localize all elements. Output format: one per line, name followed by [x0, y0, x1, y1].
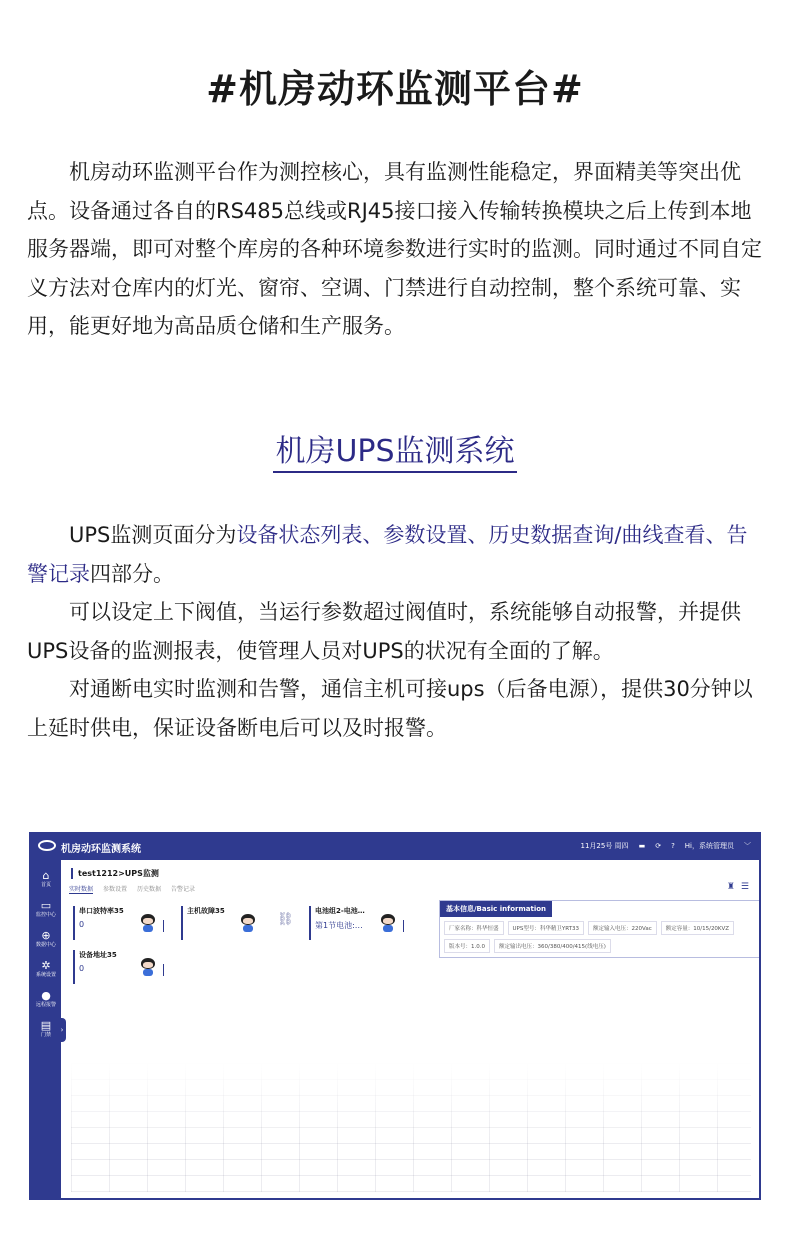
help-icon[interactable]: ?: [671, 842, 675, 850]
app-topbar: [31, 834, 759, 860]
nav-label: 门禁: [40, 1032, 51, 1038]
nav-settings[interactable]: [31, 956, 61, 986]
status-card[interactable]: [309, 906, 365, 940]
link-broken-icon: ⛓: [277, 912, 294, 927]
app-screenshot: [29, 832, 761, 1200]
info-row: [444, 921, 734, 935]
threshold-text: 可以设定上下阀值，当运行参数超过阀值时，系统能够自动报警，并提供UPS设备的监测报表，使管理人员对UPS的状况有全面的了解。: [27, 600, 741, 663]
tab-bar: [69, 884, 195, 894]
subtitle-text: 机房UPS监测系统: [273, 434, 516, 473]
card-value: 第1节电池:…: [315, 921, 363, 930]
divider: [163, 964, 164, 976]
app-sidebar: [31, 860, 61, 1198]
nav-home[interactable]: [31, 866, 61, 896]
location-pin-icon: ●: [41, 989, 51, 1002]
basic-info-header: 基本信息/Basic information: [440, 901, 552, 917]
card-label: 串口波特率35: [79, 907, 124, 915]
nav-access[interactable]: [31, 1016, 61, 1046]
tab-params[interactable]: 参数设置: [103, 886, 128, 893]
card-value: 0: [79, 964, 85, 973]
app-title: 机房动环监测系统: [61, 844, 141, 855]
ups-paragraphs: [27, 516, 767, 747]
ups-intro: [27, 516, 767, 593]
status-card[interactable]: [73, 950, 117, 984]
divider: [403, 920, 404, 932]
home-icon: ⌂: [42, 869, 50, 882]
power-text: 对通断电实时监测和告警，通信主机可接ups（后备电源），提供30分钟以上延时供电，保证设备断电后可以及时报警。: [27, 677, 753, 740]
nav-monitor[interactable]: [31, 896, 61, 926]
page-title: #机房动环监测平台#: [206, 67, 584, 111]
ups-highlight: 设备状态列表、参数设置、历史数据查询/曲线查看、告警记录: [27, 523, 748, 586]
tab-history[interactable]: 历史数据: [137, 886, 162, 893]
ups-prefix: UPS监测页面分为: [69, 523, 237, 547]
intro-paragraph: [27, 153, 767, 346]
info-item: 额定输出电压：360/380/400/415(线电压): [494, 939, 611, 953]
card-label: 设备地址35: [79, 951, 117, 959]
topbar-right: [581, 841, 751, 851]
basic-info-panel: [439, 900, 761, 958]
status-avatar-icon: [139, 914, 157, 932]
app-logo-icon: [38, 840, 56, 851]
ups-suffix: 四部分。: [90, 561, 174, 586]
nav-alarm[interactable]: [31, 986, 61, 1016]
info-row: [444, 939, 611, 953]
tab-realtime[interactable]: 实时数据: [69, 886, 94, 893]
nav-label: 首页: [40, 882, 51, 888]
intro-text: 机房动环监测平台作为测控核心，具有监测性能稳定，界面精美等突出优点。设备通过各自的RS485总线或RJ45接口接入传输转换模块之后上传到本地服务器端，即可对整个库房的各种环境参数进行实时的监测。同时通过不同自定义方法对仓库内的灯光、窗帘、空调、门禁进行自动控制，整个系统可靠、实用，能更好地为高品质仓储和生产服务。: [27, 160, 762, 338]
status-avatar-icon: [139, 958, 157, 976]
sidebar-collapse-toggle[interactable]: ›: [58, 1018, 66, 1042]
status-card[interactable]: [73, 906, 124, 940]
info-item: 额定容量：10/15/20KVZ: [661, 921, 734, 935]
background-grid-floor: [71, 1062, 751, 1192]
breadcrumb: test1212>UPS监测: [71, 868, 159, 879]
nav-data[interactable]: [31, 926, 61, 956]
info-item: 额定输入电压：220Vac: [588, 921, 657, 935]
refresh-icon[interactable]: ⟳: [655, 842, 662, 850]
divider: [163, 920, 164, 932]
nav-label: 监控中心: [35, 912, 56, 918]
date-display: 11月25号 周四: [580, 842, 629, 850]
section-subtitle: [0, 426, 790, 470]
status-card[interactable]: [181, 906, 225, 940]
gear-icon: ✲: [41, 959, 51, 972]
door-icon: ▤: [40, 1019, 52, 1032]
plus-circle-icon: ⊕: [41, 929, 51, 942]
status-avatar-icon: [239, 914, 257, 932]
message-icon[interactable]: ▬: [638, 842, 646, 850]
card-label: 电池组2-电池…: [315, 907, 365, 915]
tab-alarms[interactable]: 告警记录: [171, 886, 196, 893]
user-greeting[interactable]: Hi，系统管理员: [684, 842, 734, 850]
chevron-down-icon[interactable]: ﹀: [744, 842, 751, 850]
status-avatar-icon: [379, 914, 397, 932]
info-item: UPS型号：科华精卫YRT33: [508, 921, 584, 935]
list-view-icon[interactable]: ☰: [740, 882, 749, 892]
nav-label: 数据中心: [35, 942, 56, 948]
view-toggle: [727, 882, 749, 892]
info-item: 版本号：1.0.0: [444, 939, 490, 953]
nav-label: 远程报警: [35, 1002, 56, 1008]
card-value: 0: [79, 920, 85, 929]
monitor-icon: ▭: [40, 899, 52, 912]
card-label: 主机故障35: [187, 907, 225, 915]
nav-label: 系统设置: [35, 972, 56, 978]
info-item: 厂家名称：科华恒盛: [444, 921, 504, 935]
alarm-bell-icon[interactable]: ♜: [726, 882, 735, 892]
